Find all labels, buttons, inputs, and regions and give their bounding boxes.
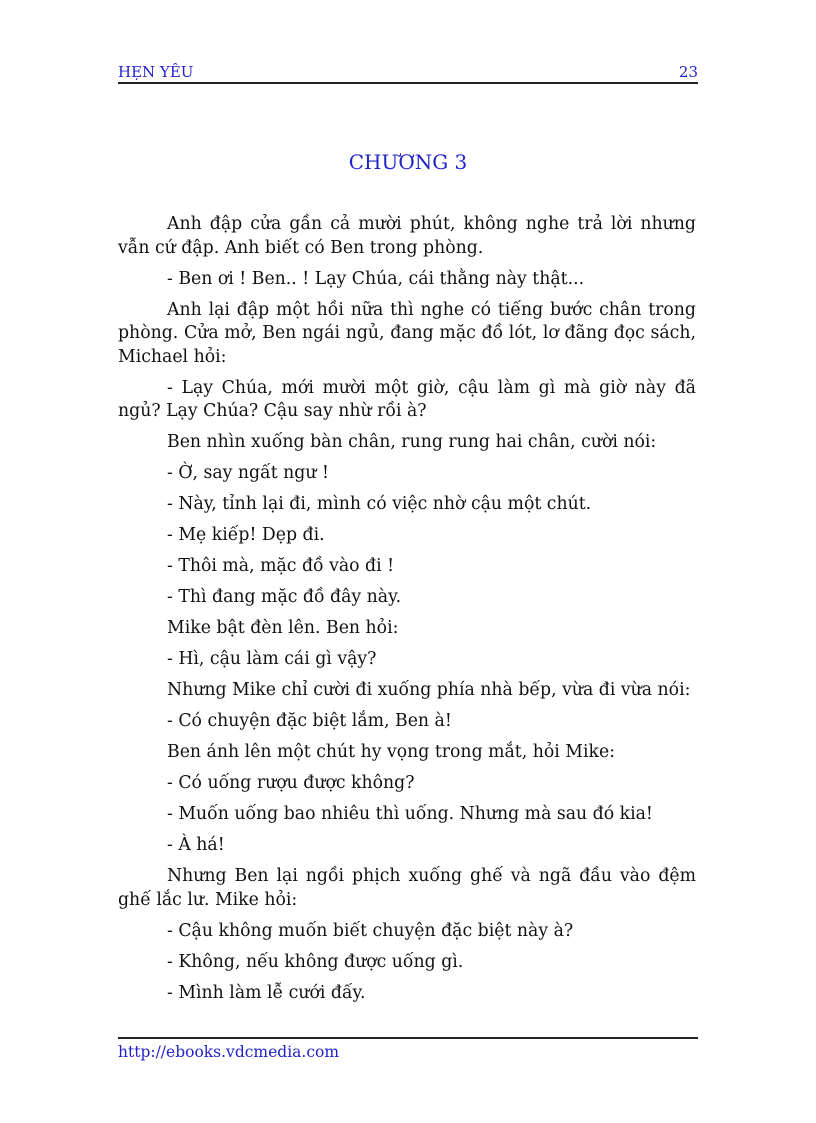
paragraph: Nhưng Ben lại ngồi phịch xuống ghế và ngã đầu vào đệm ghế lắc lư. Mike hỏi:: [118, 866, 696, 910]
paragraph: - Hì, cậu làm cái gì vậy?: [167, 649, 377, 669]
paragraph: - Có uống rượu được không?: [167, 773, 415, 793]
paragraph: - Thì đang mặc đồ đây này.: [167, 587, 402, 607]
footer-link[interactable]: http://ebooks.vdcmedia.com: [118, 1043, 340, 1061]
paragraph: Ben ánh lên một chút hy vọng trong mắt, hỏi Mike:: [167, 742, 616, 762]
page-header: [118, 60, 698, 84]
paragraph: - Ờ, say ngất ngư !: [167, 463, 329, 483]
page-number: 23: [678, 63, 698, 81]
paragraph: - Có chuyện đặc biệt lắm, Ben à!: [167, 711, 452, 731]
paragraph: - Không, nếu không được uống gì.: [167, 951, 464, 972]
paragraph: - Này, tỉnh lại đi, mình có việc nhờ cậu một chút.: [167, 494, 592, 514]
paragraph: - Lạy Chúa, mới mười một giờ, cậu làm gì mà giờ này đã ngủ? Lạy Chúa? Cậu say nhừ rồi à?: [118, 377, 696, 421]
chapter-body: [118, 213, 696, 1013]
paragraph: - Mẹ kiếp! Dẹp đi.: [167, 525, 325, 545]
paragraph: - Thôi mà, mặc đồ vào đi !: [167, 556, 395, 576]
paragraph: - Mình làm lễ cưới đấy.: [167, 982, 366, 1003]
paragraph: - Ben ơi ! Ben.. ! Lạy Chúa, cái thằng này thật...: [167, 268, 585, 289]
paragraph: Mike bật đèn lên. Ben hỏi:: [167, 618, 399, 638]
paragraph: - À há!: [167, 835, 225, 855]
paragraph: Anh lại đập một hồi nữa thì nghe có tiếng bước chân trong phòng. Cửa mở, Ben ngái ngủ, đang mặc đồ lót, lơ đãng đọc sách, Michael hỏi:: [118, 299, 696, 367]
paragraph: - Muốn uống bao nhiêu thì uống. Nhưng mà sau đó kia!: [167, 804, 653, 824]
paragraph: - Cậu không muốn biết chuyện đặc biệt này à?: [167, 920, 574, 941]
paragraph: Anh đập cửa gần cả mười phút, không nghe trả lời nhưng vẫn cứ đập. Anh biết có Ben trong phòng.: [118, 214, 696, 258]
book-title: HẸN YÊU: [118, 63, 194, 81]
footer-divider: [118, 1037, 698, 1039]
chapter-title: CHƯƠNG 3: [348, 150, 468, 174]
paragraph: Nhưng Mike chỉ cười đi xuống phía nhà bếp, vừa đi vừa nói:: [167, 680, 691, 700]
paragraph: Ben nhìn xuống bàn chân, rung rung hai chân, cười nói:: [167, 432, 657, 452]
